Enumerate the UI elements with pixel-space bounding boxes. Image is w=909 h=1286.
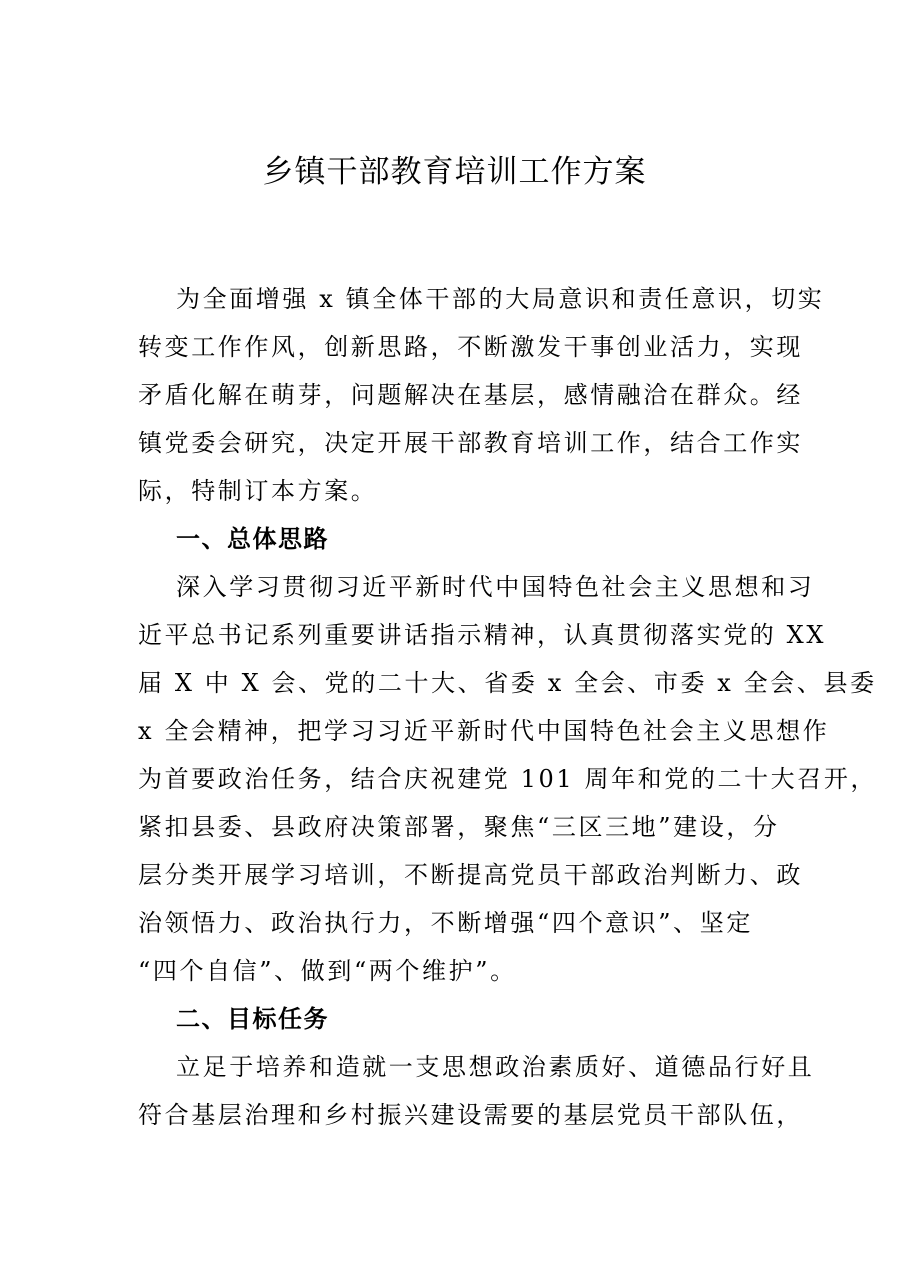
- paragraph-line: 近平总书记系列重要讲话指示精神，认真贯彻落实党的 XX: [138, 621, 826, 649]
- paragraph-line: 为首要政治任务，结合庆祝建党 101 周年和党的二十大召开，: [138, 765, 878, 793]
- paragraph-line: “四个自信”、做到“两个维护”。: [138, 957, 517, 985]
- paragraph-line: 深入学习贯彻习近平新时代中国特色社会主义思想和习: [176, 573, 815, 601]
- intro-paragraph: [138, 275, 825, 515]
- paragraph-line: 符合基层治理和乡村振兴建设需要的基层党员干部队伍，: [138, 1101, 803, 1129]
- paragraph-line: 矛盾化解在萌芽，问题解决在基层，感情融洽在群众。经: [138, 381, 803, 409]
- paragraph-line: 立足于培养和造就一支思想政治素质好、道德品行好且: [176, 1053, 815, 1081]
- paragraph-line: 为全面增强 x 镇全体干部的大局意识和责任意识，切实: [176, 285, 825, 313]
- paragraph-line: 镇党委会研究，决定开展干部教育培训工作，结合工作实: [138, 429, 803, 457]
- paragraph-line: 届 X 中 X 会、党的二十大、省委 x 全会、市委 x 全会、县委: [138, 669, 877, 697]
- paragraph-line: 治领悟力、政治执行力，不断增强“四个意识”、坚定: [138, 909, 753, 937]
- section1-paragraph: [138, 563, 878, 995]
- document-title: 乡镇干部教育培训工作方案: [262, 154, 647, 190]
- paragraph-line: 紧扣县委、县政府决策部署，聚焦“三区三地”建设，分: [138, 813, 780, 841]
- paragraph-line: 际，特制订本方案。: [138, 477, 378, 505]
- section-heading: 二、目标任务: [176, 1005, 329, 1033]
- section2-paragraph: [138, 1043, 815, 1139]
- paragraph-line: 层分类开展学习培训，不断提高党员干部政治判断力、政: [138, 861, 803, 889]
- paragraph-line: 转变工作作风，创新思路，不断激发干事创业活力，实现: [138, 333, 803, 361]
- paragraph-line: x 全会精神，把学习习近平新时代中国特色社会主义思想作: [138, 717, 830, 745]
- section-heading: 一、总体思路: [176, 525, 329, 553]
